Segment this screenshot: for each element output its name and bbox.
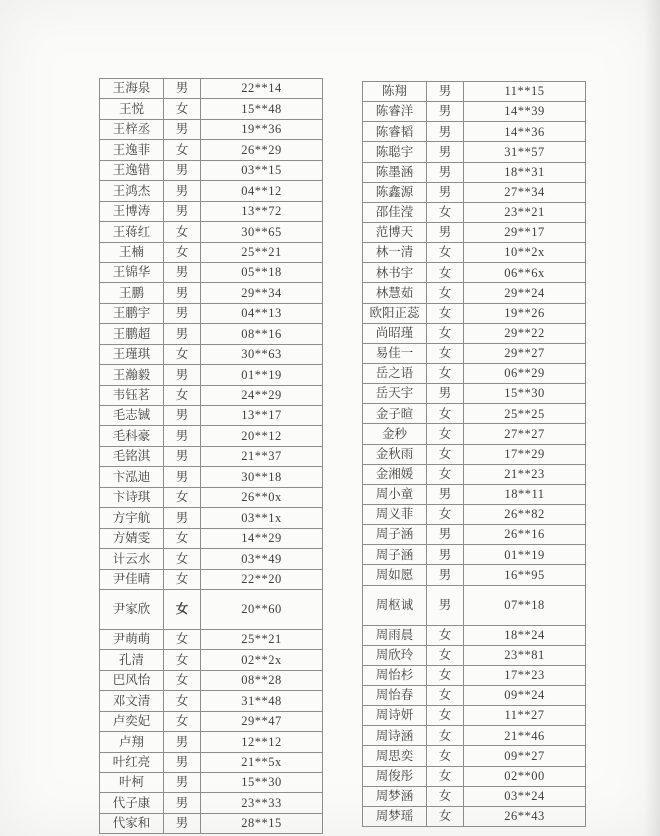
name-cell: 王悦 xyxy=(100,99,164,119)
gender-cell: 男 xyxy=(427,585,464,625)
table-row xyxy=(100,79,323,99)
masked-number-cell: 06**29 xyxy=(464,363,586,383)
name-cell: 金秒 xyxy=(363,424,427,444)
name-cell: 金湘媛 xyxy=(363,464,427,484)
name-cell: 邓文清 xyxy=(100,691,164,711)
gender-cell: 女 xyxy=(427,685,464,705)
table-row xyxy=(100,242,323,262)
gender-cell: 女 xyxy=(427,343,464,363)
masked-number-cell: 14**36 xyxy=(464,122,586,142)
name-cell: 周梦瑶 xyxy=(363,806,427,826)
name-cell: 韦钰茗 xyxy=(100,385,164,405)
table-row xyxy=(363,162,586,182)
gender-cell: 男 xyxy=(427,222,464,242)
table-row xyxy=(100,650,323,670)
gender-cell: 男 xyxy=(164,262,201,282)
masked-number-cell: 18**11 xyxy=(464,484,586,504)
name-cell: 王蒋红 xyxy=(100,222,164,242)
table-row xyxy=(100,691,323,711)
gender-cell: 女 xyxy=(427,786,464,806)
name-cell: 周枢诚 xyxy=(363,585,427,625)
name-cell: 王鹏超 xyxy=(100,324,164,344)
table-row xyxy=(363,766,586,786)
table-row xyxy=(100,773,323,793)
roster-table-left xyxy=(99,78,323,834)
table-row xyxy=(100,569,323,589)
gender-cell: 男 xyxy=(164,813,201,833)
masked-number-cell: 09**24 xyxy=(464,685,586,705)
gender-cell: 女 xyxy=(427,746,464,766)
masked-number-cell: 03**49 xyxy=(201,549,323,569)
table-row xyxy=(100,467,323,487)
masked-number-cell: 08**28 xyxy=(201,670,323,690)
masked-number-cell: 20**60 xyxy=(201,589,323,629)
table-row xyxy=(100,303,323,323)
gender-cell: 男 xyxy=(164,446,201,466)
masked-number-cell: 12**12 xyxy=(201,732,323,752)
gender-cell: 男 xyxy=(427,525,464,545)
name-cell: 代家和 xyxy=(100,813,164,833)
masked-number-cell: 31**48 xyxy=(201,691,323,711)
name-cell: 金子暄 xyxy=(363,404,427,424)
table-row xyxy=(363,685,586,705)
table-row xyxy=(363,625,586,645)
gender-cell: 男 xyxy=(427,384,464,404)
table-row xyxy=(100,508,323,528)
name-cell: 尚昭瑾 xyxy=(363,323,427,343)
table-row xyxy=(100,324,323,344)
table-row xyxy=(363,525,586,545)
table-row xyxy=(100,813,323,833)
name-cell: 叶柯 xyxy=(100,773,164,793)
gender-cell: 女 xyxy=(164,344,201,364)
name-cell: 毛科豪 xyxy=(100,426,164,446)
table-row xyxy=(363,102,586,122)
gender-cell: 男 xyxy=(164,426,201,446)
gender-cell: 男 xyxy=(427,565,464,585)
name-cell: 巴风怡 xyxy=(100,670,164,690)
table-row xyxy=(363,484,586,504)
masked-number-cell: 27**27 xyxy=(464,424,586,444)
gender-cell: 女 xyxy=(427,404,464,424)
table-row xyxy=(363,263,586,283)
masked-number-cell: 18**24 xyxy=(464,625,586,645)
gender-cell: 男 xyxy=(164,324,201,344)
name-cell: 王博涛 xyxy=(100,201,164,221)
name-cell: 周欣玲 xyxy=(363,645,427,665)
masked-number-cell: 30**65 xyxy=(201,222,323,242)
masked-number-cell: 17**29 xyxy=(464,444,586,464)
gender-cell: 女 xyxy=(164,670,201,690)
masked-number-cell: 26**29 xyxy=(201,140,323,160)
table-row xyxy=(363,504,586,524)
gender-cell: 男 xyxy=(164,119,201,139)
gender-cell: 男 xyxy=(427,142,464,162)
masked-number-cell: 21**37 xyxy=(201,446,323,466)
table-row xyxy=(363,424,586,444)
masked-number-cell: 01**19 xyxy=(464,545,586,565)
table-row xyxy=(363,464,586,484)
gender-cell: 女 xyxy=(164,629,201,649)
name-cell: 周雨晨 xyxy=(363,625,427,645)
masked-number-cell: 03**1x xyxy=(201,508,323,528)
gender-cell: 女 xyxy=(164,242,201,262)
table-row xyxy=(100,160,323,180)
gender-cell: 男 xyxy=(164,793,201,813)
table-row xyxy=(363,444,586,464)
gender-cell: 女 xyxy=(164,487,201,507)
gender-cell: 女 xyxy=(427,504,464,524)
masked-number-cell: 13**72 xyxy=(201,201,323,221)
gender-cell: 女 xyxy=(164,711,201,731)
masked-number-cell: 05**18 xyxy=(201,262,323,282)
gender-cell: 女 xyxy=(427,363,464,383)
name-cell: 周怡春 xyxy=(363,685,427,705)
masked-number-cell: 03**15 xyxy=(201,160,323,180)
gender-cell: 女 xyxy=(427,464,464,484)
masked-number-cell: 26**0x xyxy=(201,487,323,507)
masked-number-cell: 28**15 xyxy=(201,813,323,833)
masked-number-cell: 15**30 xyxy=(464,384,586,404)
gender-cell: 女 xyxy=(164,140,201,160)
table-row xyxy=(100,119,323,139)
masked-number-cell: 30**18 xyxy=(201,467,323,487)
name-cell: 岳之语 xyxy=(363,363,427,383)
name-cell: 毛铭淇 xyxy=(100,446,164,466)
masked-number-cell: 22**14 xyxy=(201,79,323,99)
table-row xyxy=(100,670,323,690)
masked-number-cell: 26**16 xyxy=(464,525,586,545)
table-row xyxy=(363,585,586,625)
table-row xyxy=(100,711,323,731)
masked-number-cell: 25**21 xyxy=(201,242,323,262)
name-cell: 范博天 xyxy=(363,222,427,242)
masked-number-cell: 10**2x xyxy=(464,243,586,263)
name-cell: 周怡杉 xyxy=(363,665,427,685)
table-row xyxy=(100,201,323,221)
table-row xyxy=(100,528,323,548)
name-cell: 欧阳正蕊 xyxy=(363,303,427,323)
masked-number-cell: 20**12 xyxy=(201,426,323,446)
gender-cell: 男 xyxy=(427,182,464,202)
name-cell: 周梦涵 xyxy=(363,786,427,806)
masked-number-cell: 02**2x xyxy=(201,650,323,670)
masked-number-cell: 21**46 xyxy=(464,726,586,746)
gender-cell: 女 xyxy=(164,528,201,548)
table-row xyxy=(100,99,323,119)
gender-cell: 女 xyxy=(164,691,201,711)
gender-cell: 女 xyxy=(427,283,464,303)
gender-cell: 女 xyxy=(164,549,201,569)
gender-cell: 女 xyxy=(427,243,464,263)
name-cell: 王梓丞 xyxy=(100,119,164,139)
gender-cell: 女 xyxy=(427,806,464,826)
table-row xyxy=(100,487,323,507)
table-row xyxy=(363,283,586,303)
table-row xyxy=(363,122,586,142)
name-cell: 周子涵 xyxy=(363,545,427,565)
roster-table-right xyxy=(362,81,586,827)
masked-number-cell: 02**00 xyxy=(464,766,586,786)
masked-number-cell: 23**21 xyxy=(464,202,586,222)
name-cell: 尹佳晴 xyxy=(100,569,164,589)
table-row xyxy=(100,385,323,405)
gender-cell: 女 xyxy=(164,589,201,629)
name-cell: 王逸错 xyxy=(100,160,164,180)
table-row xyxy=(363,323,586,343)
name-cell: 尹家欣 xyxy=(100,589,164,629)
table-row xyxy=(363,806,586,826)
table-row xyxy=(100,344,323,364)
name-cell: 周俊彤 xyxy=(363,766,427,786)
masked-number-cell: 07**18 xyxy=(464,585,586,625)
table-row xyxy=(100,732,323,752)
gender-cell: 女 xyxy=(427,263,464,283)
name-cell: 王逸菲 xyxy=(100,140,164,160)
gender-cell: 男 xyxy=(164,467,201,487)
gender-cell: 男 xyxy=(427,484,464,504)
name-cell: 王瀚毅 xyxy=(100,365,164,385)
table-row xyxy=(363,82,586,102)
name-cell: 陈聪宇 xyxy=(363,142,427,162)
gender-cell: 男 xyxy=(164,773,201,793)
masked-number-cell: 04**12 xyxy=(201,181,323,201)
masked-number-cell: 03**24 xyxy=(464,786,586,806)
name-cell: 卞诗琪 xyxy=(100,487,164,507)
masked-number-cell: 14**29 xyxy=(201,528,323,548)
name-cell: 卢奕妃 xyxy=(100,711,164,731)
name-cell: 代子康 xyxy=(100,793,164,813)
name-cell: 方宇航 xyxy=(100,508,164,528)
gender-cell: 女 xyxy=(427,323,464,343)
name-cell: 王海泉 xyxy=(100,79,164,99)
table-row xyxy=(363,786,586,806)
roster-table-left-body xyxy=(100,79,323,834)
gender-cell: 女 xyxy=(164,385,201,405)
name-cell: 王瑾琪 xyxy=(100,344,164,364)
gender-cell: 男 xyxy=(164,732,201,752)
table-row xyxy=(363,243,586,263)
name-cell: 陈翔 xyxy=(363,82,427,102)
table-row xyxy=(100,262,323,282)
gender-cell: 男 xyxy=(427,102,464,122)
name-cell: 林书宇 xyxy=(363,263,427,283)
name-cell: 王楠 xyxy=(100,242,164,262)
table-row xyxy=(363,202,586,222)
table-row xyxy=(100,793,323,813)
masked-number-cell: 21**23 xyxy=(464,464,586,484)
name-cell: 王鹏宇 xyxy=(100,303,164,323)
name-cell: 周子涵 xyxy=(363,525,427,545)
name-cell: 王锦华 xyxy=(100,262,164,282)
masked-number-cell: 04**13 xyxy=(201,303,323,323)
name-cell: 王鸿杰 xyxy=(100,181,164,201)
name-cell: 王鹏 xyxy=(100,283,164,303)
masked-number-cell: 29**34 xyxy=(201,283,323,303)
name-cell: 叶红亮 xyxy=(100,752,164,772)
masked-number-cell: 30**63 xyxy=(201,344,323,364)
gender-cell: 男 xyxy=(427,545,464,565)
masked-number-cell: 13**17 xyxy=(201,406,323,426)
masked-number-cell: 29**22 xyxy=(464,323,586,343)
masked-number-cell: 11**27 xyxy=(464,706,586,726)
masked-number-cell: 17**23 xyxy=(464,665,586,685)
table-row xyxy=(100,629,323,649)
gender-cell: 男 xyxy=(427,122,464,142)
gender-cell: 男 xyxy=(427,82,464,102)
name-cell: 陈鑫源 xyxy=(363,182,427,202)
table-row xyxy=(363,303,586,323)
masked-number-cell: 11**15 xyxy=(464,82,586,102)
table-row xyxy=(100,426,323,446)
masked-number-cell: 18**31 xyxy=(464,162,586,182)
table-row xyxy=(100,222,323,242)
name-cell: 卞泓迪 xyxy=(100,467,164,487)
masked-number-cell: 19**36 xyxy=(201,119,323,139)
masked-number-cell: 25**21 xyxy=(201,629,323,649)
table-row xyxy=(363,665,586,685)
name-cell: 陈墨涵 xyxy=(363,162,427,182)
table-row xyxy=(363,404,586,424)
name-cell: 尹萌萌 xyxy=(100,629,164,649)
name-cell: 陈睿韬 xyxy=(363,122,427,142)
masked-number-cell: 25**25 xyxy=(464,404,586,424)
table-row xyxy=(363,142,586,162)
name-cell: 孔清 xyxy=(100,650,164,670)
table-row xyxy=(363,746,586,766)
masked-number-cell: 14**39 xyxy=(464,102,586,122)
masked-number-cell: 15**30 xyxy=(201,773,323,793)
name-cell: 卢翔 xyxy=(100,732,164,752)
gender-cell: 女 xyxy=(164,650,201,670)
gender-cell: 女 xyxy=(427,706,464,726)
gender-cell: 男 xyxy=(164,201,201,221)
table-row xyxy=(363,726,586,746)
name-cell: 周思奕 xyxy=(363,746,427,766)
table-row xyxy=(100,589,323,629)
name-cell: 林一清 xyxy=(363,243,427,263)
table-row xyxy=(363,545,586,565)
masked-number-cell: 08**16 xyxy=(201,324,323,344)
table-row xyxy=(363,645,586,665)
masked-number-cell: 23**81 xyxy=(464,645,586,665)
gender-cell: 女 xyxy=(427,303,464,323)
table-row xyxy=(100,140,323,160)
name-cell: 岳天宇 xyxy=(363,384,427,404)
table-row xyxy=(363,222,586,242)
table-row xyxy=(100,446,323,466)
table-row xyxy=(100,181,323,201)
table-row xyxy=(100,549,323,569)
table-row xyxy=(100,752,323,772)
gender-cell: 女 xyxy=(164,222,201,242)
gender-cell: 男 xyxy=(164,79,201,99)
table-row xyxy=(363,565,586,585)
masked-number-cell: 06**6x xyxy=(464,263,586,283)
masked-number-cell: 26**43 xyxy=(464,806,586,826)
gender-cell: 男 xyxy=(164,303,201,323)
gender-cell: 女 xyxy=(427,424,464,444)
name-cell: 毛志铖 xyxy=(100,406,164,426)
masked-number-cell: 16**95 xyxy=(464,565,586,585)
table-row xyxy=(100,283,323,303)
gender-cell: 男 xyxy=(164,160,201,180)
gender-cell: 男 xyxy=(164,365,201,385)
name-cell: 林慧茹 xyxy=(363,283,427,303)
gender-cell: 男 xyxy=(164,283,201,303)
masked-number-cell: 19**26 xyxy=(464,303,586,323)
masked-number-cell: 24**29 xyxy=(201,385,323,405)
gender-cell: 女 xyxy=(427,645,464,665)
table-row xyxy=(363,384,586,404)
name-cell: 周如愿 xyxy=(363,565,427,585)
masked-number-cell: 26**82 xyxy=(464,504,586,524)
name-cell: 金秋雨 xyxy=(363,444,427,464)
name-cell: 易佳一 xyxy=(363,343,427,363)
masked-number-cell: 29**47 xyxy=(201,711,323,731)
gender-cell: 女 xyxy=(427,726,464,746)
gender-cell: 男 xyxy=(164,508,201,528)
gender-cell: 女 xyxy=(427,625,464,645)
masked-number-cell: 09**27 xyxy=(464,746,586,766)
roster-table-right-body xyxy=(363,82,586,827)
gender-cell: 女 xyxy=(427,665,464,685)
masked-number-cell: 01**19 xyxy=(201,365,323,385)
masked-number-cell: 31**57 xyxy=(464,142,586,162)
table-row xyxy=(363,706,586,726)
name-cell: 周诗妍 xyxy=(363,706,427,726)
name-cell: 方婧雯 xyxy=(100,528,164,548)
table-row xyxy=(100,365,323,385)
name-cell: 周诗涵 xyxy=(363,726,427,746)
gender-cell: 女 xyxy=(427,766,464,786)
masked-number-cell: 29**24 xyxy=(464,283,586,303)
table-row xyxy=(363,343,586,363)
gender-cell: 女 xyxy=(164,99,201,119)
masked-number-cell: 21**5x xyxy=(201,752,323,772)
gender-cell: 女 xyxy=(427,202,464,222)
masked-number-cell: 15**48 xyxy=(201,99,323,119)
masked-number-cell: 29**27 xyxy=(464,343,586,363)
masked-number-cell: 29**17 xyxy=(464,222,586,242)
gender-cell: 男 xyxy=(164,406,201,426)
table-row xyxy=(100,406,323,426)
masked-number-cell: 22**20 xyxy=(201,569,323,589)
gender-cell: 男 xyxy=(427,162,464,182)
name-cell: 计云水 xyxy=(100,549,164,569)
table-row xyxy=(363,363,586,383)
name-cell: 陈睿洋 xyxy=(363,102,427,122)
name-cell: 周义菲 xyxy=(363,504,427,524)
gender-cell: 女 xyxy=(164,569,201,589)
gender-cell: 女 xyxy=(427,444,464,464)
masked-number-cell: 23**33 xyxy=(201,793,323,813)
name-cell: 周小童 xyxy=(363,484,427,504)
name-cell: 邵佳滢 xyxy=(363,202,427,222)
table-row xyxy=(363,182,586,202)
gender-cell: 男 xyxy=(164,181,201,201)
gender-cell: 男 xyxy=(164,752,201,772)
masked-number-cell: 27**34 xyxy=(464,182,586,202)
